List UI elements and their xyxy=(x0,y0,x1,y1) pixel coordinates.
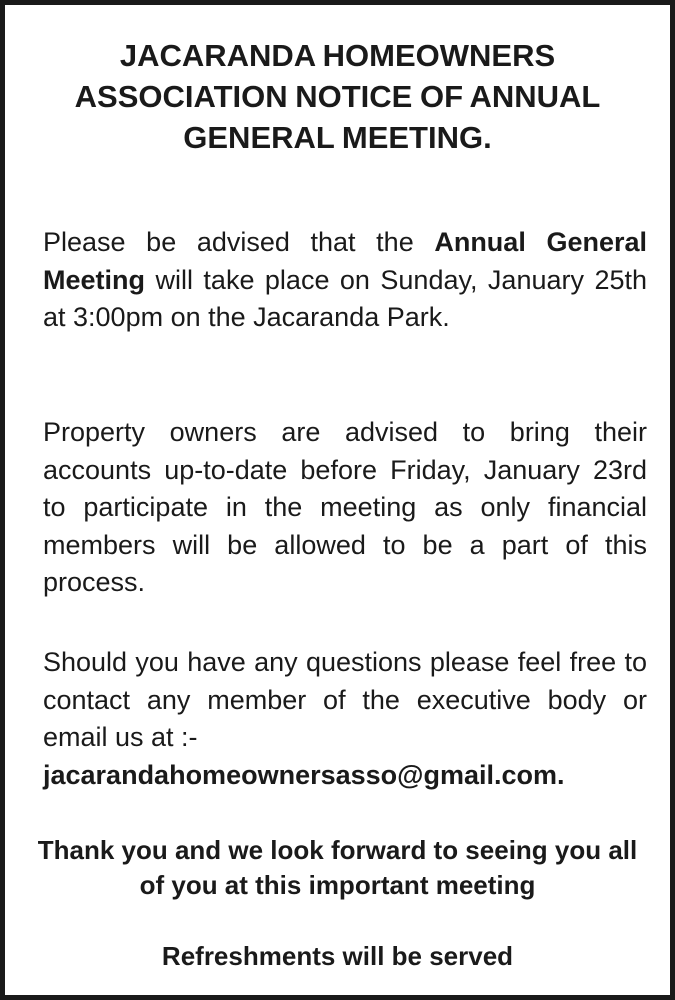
accounts-paragraph: Property owners are advised to bring their accounts up-to-date before Friday, January 23rd to participate in the meeting as only financial members will be allowed to be a part of this process. xyxy=(43,417,647,597)
annual-general-meeting-emphasis: Annual General Meeting xyxy=(43,227,647,295)
announcement-text-start: Please be advised that the xyxy=(43,227,435,257)
notice-title: JACARANDA HOMEOWNERS ASSOCIATION NOTICE OF ANNUAL GENERAL MEETING. xyxy=(74,38,601,155)
thanks-message: Thank you and we look forward to seeing you all of you at this important meeting xyxy=(37,835,638,900)
refreshments-note: Refreshments will be served xyxy=(161,941,514,971)
questions-paragraph: Should you have any questions please feel free to contact any member of the executive body or email us at :- xyxy=(43,647,647,752)
announcement-text-end: will take place on Sunday, January 25th at 3:00pm on the Jacaranda Park. xyxy=(43,264,647,332)
contact-email: jacarandahomeownersasso@gmail.com. xyxy=(43,760,565,790)
meeting-announcement-paragraph xyxy=(43,224,647,337)
